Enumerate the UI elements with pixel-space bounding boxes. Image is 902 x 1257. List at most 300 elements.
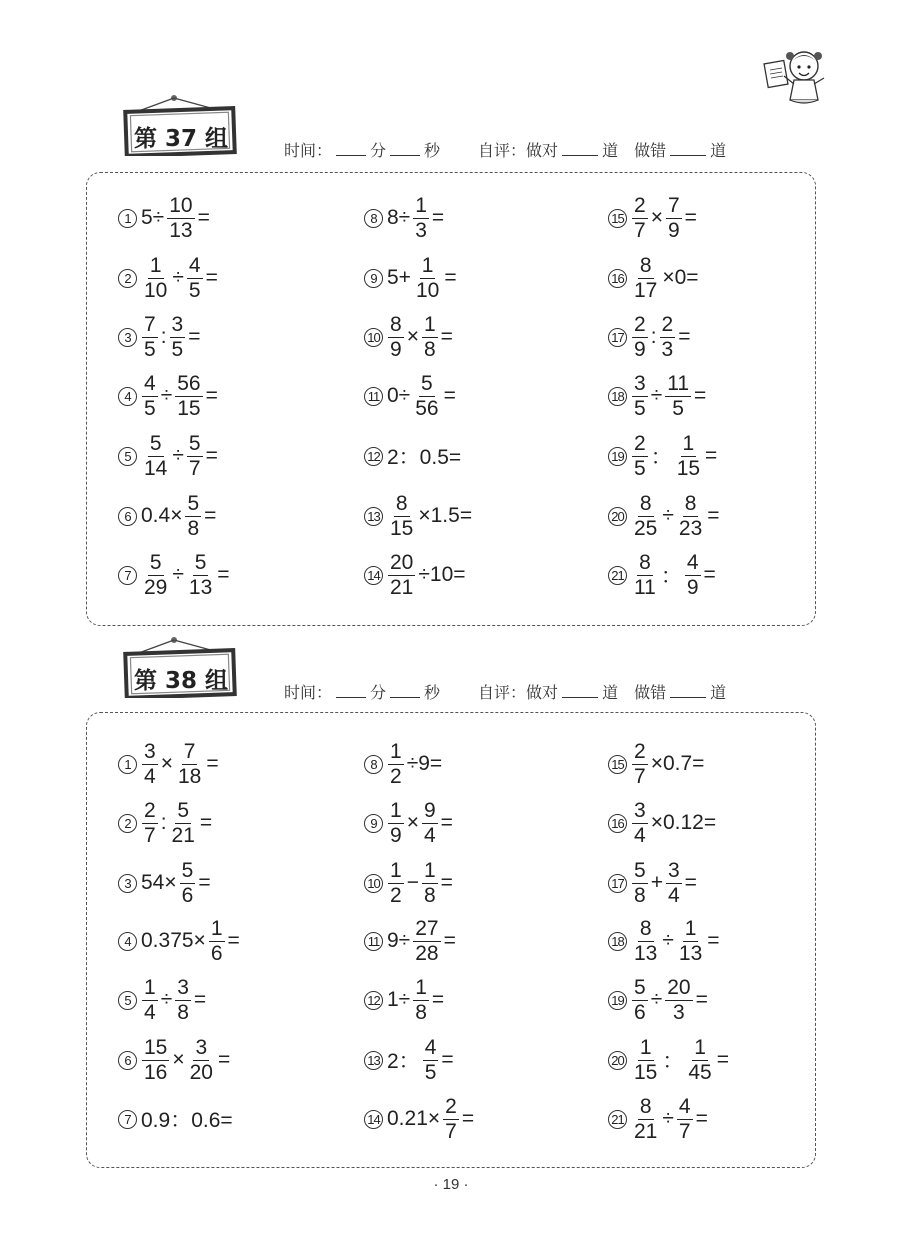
fraction [686,1036,713,1085]
problem-item [118,736,220,792]
numerator: 1 [390,798,402,822]
answer-blank[interactable] [390,683,420,698]
problem-item [364,972,445,1028]
answer-blank[interactable] [390,141,420,156]
fraction [167,194,194,243]
numerator: 7 [183,739,196,763]
wrong-unit-label: 道 [710,683,727,702]
fraction [632,194,648,243]
expression-text: 0.4× [141,504,183,527]
numerator: 8 [395,491,408,515]
answer-blank[interactable] [562,141,598,156]
numerator: 5 [177,798,190,822]
numerator: 1 [423,312,436,336]
denominator: 7 [445,1119,457,1143]
denominator: 45 [688,1060,712,1084]
numerator: 4 [678,1094,691,1118]
numerator: 5 [634,858,646,882]
expression-text: = [707,929,720,952]
self-eval-label: 自评：做对 [478,683,559,702]
fraction [180,859,196,908]
problem-number-circle: 11 [364,932,383,951]
problem-number-circle: 18 [608,932,627,951]
problem-item [364,250,458,306]
problem-number-circle: 21 [608,1110,627,1129]
minutes-label: 分 [370,683,387,702]
fraction [413,372,440,421]
numerator: 3 [171,312,184,336]
problem-item [364,1091,475,1147]
expression-text: = [695,988,708,1011]
problem-number-circle: 12 [364,447,383,466]
fraction [388,492,415,541]
denominator: 13 [634,941,658,965]
fraction [142,432,169,481]
fraction [142,551,169,600]
expression-text: 1÷ [387,988,411,1011]
expression-text: = [443,929,456,952]
numerator: 3 [144,739,156,763]
problem-item [364,190,445,246]
numerator: 1 [421,253,434,277]
fraction [187,254,203,303]
minutes-label: 分 [370,141,387,160]
time-label: 时间： [284,683,333,702]
expression-text: ÷ [662,504,674,527]
expression-text: ÷ [172,563,184,586]
fraction [187,551,214,600]
expression-text: = [443,384,456,407]
numerator: 11 [667,371,690,395]
problem-number-circle: 20 [608,507,627,526]
denominator: 8 [187,516,200,540]
numerator: 1 [390,739,402,763]
fraction [142,740,158,789]
fraction [677,1095,693,1144]
denominator: 4 [423,823,436,847]
expression-text: 5+ [387,266,411,289]
denominator: 9 [390,823,402,847]
numerator: 1 [639,1035,652,1059]
fraction [632,917,659,966]
numerator: 3 [634,798,646,822]
fraction [443,1095,459,1144]
numerator: 2 [661,312,674,336]
denominator: 20 [189,1060,213,1084]
fraction [632,432,648,481]
group-title: 第 37 组 [133,126,229,152]
denominator: 21 [171,823,195,847]
expression-text: ÷ [662,1107,674,1130]
problem-item [608,190,698,246]
fraction [632,254,659,303]
denominator: 25 [634,516,658,540]
expression-text: = [441,1048,454,1071]
problem-item [608,972,709,1028]
numerator: 8 [639,491,652,515]
self-eval-label: 自评：做对 [478,141,559,160]
expression-text: = [431,206,445,229]
denominator: 8 [415,1000,427,1024]
denominator: 4 [144,764,156,788]
numerator: 3 [195,1035,208,1059]
answer-blank[interactable] [562,683,598,698]
problem-item [608,547,717,603]
expression-text: ×1.5= [418,504,473,527]
expression-text: = [193,988,207,1011]
expression-text: = [205,266,218,289]
group-title: 第 38 组 [133,668,229,694]
problem-item [364,855,454,911]
problem-item [608,1091,709,1147]
denominator: 5 [188,278,201,302]
problem-number-circle: 14 [364,1110,383,1129]
problem-number-circle: 16 [608,269,627,288]
problem-item [608,309,691,365]
expression-text: 5÷ [141,206,165,229]
expression-text: = [705,444,718,467]
fraction [666,194,682,243]
numerator: 8 [639,916,652,940]
fraction [422,799,438,848]
fraction [388,551,415,600]
fraction [388,859,404,908]
expression-text: 0.9：0.6= [141,1109,233,1132]
expression-text: = [204,504,217,527]
expression-text: 2：0.5= [387,446,462,469]
problem-item [118,855,212,911]
denominator: 17 [634,278,658,302]
expression-text: = [188,325,201,348]
denominator: 5 [144,337,156,361]
expression-text: = [227,929,240,952]
denominator: 56 [415,396,439,420]
fraction [388,799,404,848]
denominator: 9 [667,218,680,242]
numerator: 27 [415,916,439,940]
expression-text: ÷ [650,988,663,1011]
fraction [185,492,201,541]
expression-text: ： [650,446,672,469]
denominator: 4 [144,1000,156,1024]
numerator: 1 [682,431,695,455]
numerator: 9 [423,798,436,822]
numerator: 1 [423,858,436,882]
numerator: 4 [144,371,156,395]
fraction [175,976,191,1025]
expression-text: ： [662,1050,684,1073]
expression-text: 0.21× [387,1107,441,1130]
fraction [685,551,701,600]
fraction [170,313,186,362]
fraction [422,859,438,908]
fraction [142,254,169,303]
expression-text: = [440,811,453,834]
expression-text: ×0.7= [650,752,705,775]
numerator: 1 [415,193,427,217]
seconds-label: 秒 [424,683,441,702]
denominator: 5 [424,1060,437,1084]
expression-text: × [160,752,173,775]
expression-text: = [199,811,213,834]
fraction [142,313,158,362]
expression-text: ÷ [662,929,674,952]
denominator: 4 [634,823,646,847]
problem-item [364,309,454,365]
expression-text: 0.375× [141,929,206,952]
fraction [422,313,438,362]
denominator: 3 [661,337,674,361]
expression-text: + [650,871,663,894]
problem-number-circle: 2 [118,269,137,288]
fraction [142,372,158,421]
numerator: 5 [187,491,200,515]
problem-item [364,795,454,851]
problem-item [364,913,457,969]
numerator: 1 [684,916,697,940]
expression-text: ÷9= [406,752,443,775]
numerator: 1 [390,858,402,882]
wrong-label: 做错 [634,141,667,160]
denominator: 3 [415,218,427,242]
problem-number-circle: 17 [608,328,627,347]
fraction [209,917,225,966]
denominator: 10 [415,278,440,302]
problem-item [364,736,443,792]
numerator: 8 [639,253,652,277]
time-label: 时间： [284,141,333,160]
numerator: 4 [188,253,201,277]
wrong-label: 做错 [634,683,667,702]
problem-item [118,972,207,1028]
denominator: 11 [634,575,656,599]
fraction [675,432,702,481]
denominator: 8 [634,883,646,907]
numerator: 2 [634,739,646,763]
expression-text: 2： [387,1050,420,1073]
fraction [632,492,659,541]
expression-text: : [650,325,657,348]
problem-item [608,795,717,851]
problem-number-circle: 13 [364,1051,383,1070]
expression-text: 8÷ [387,206,411,229]
fraction [413,917,440,966]
expression-text: = [716,1048,729,1071]
fraction [632,740,648,789]
fraction [176,740,203,789]
problem-item [608,488,721,544]
problem-number-circle: 7 [118,1110,137,1129]
denominator: 7 [634,218,646,242]
denominator: 21 [634,1119,658,1143]
problem-item [608,855,698,911]
denominator: 15 [177,396,201,420]
fraction [677,917,704,966]
answer-blank[interactable] [336,141,366,156]
problem-item [118,190,211,246]
numerator: 3 [177,975,189,999]
fraction [413,194,429,243]
numerator: 1 [149,253,162,277]
problem-number-circle: 6 [118,1051,137,1070]
fraction [188,1036,215,1085]
denominator: 7 [678,1119,691,1143]
problem-number-circle: 8 [364,209,383,228]
fraction [187,432,203,481]
denominator: 8 [423,883,436,907]
numerator: 1 [694,1035,706,1059]
problem-number-circle: 12 [364,991,383,1010]
numerator: 2 [634,193,646,217]
expression-text: 9÷ [387,929,411,952]
problem-number-circle: 3 [118,874,137,893]
fraction [423,1036,439,1085]
problem-number-circle: 15 [608,755,627,774]
expression-text: = [684,871,697,894]
denominator: 15 [390,516,414,540]
problem-number-circle: 3 [118,328,137,347]
problem-number-circle: 19 [608,447,627,466]
fraction [388,740,404,789]
problem-item [118,488,217,544]
problem-item [608,913,721,969]
expression-text: = [678,325,691,348]
denominator: 2 [390,883,402,907]
expression-text: = [198,871,211,894]
problem-number-circle: 16 [608,814,627,833]
denominator: 8 [177,1000,189,1024]
expression-text: = [440,325,453,348]
problem-number-circle: 4 [118,387,137,406]
numerator: 4 [686,550,699,574]
denominator: 6 [210,941,223,965]
fraction [414,254,441,303]
expression-text: × [650,206,663,229]
denominator: 18 [177,764,202,788]
fraction [677,492,704,541]
problem-item [608,736,705,792]
problem-number-circle: 20 [608,1051,627,1070]
denominator: 9 [686,575,699,599]
problem-item [118,368,219,424]
denominator: 2 [390,764,402,788]
problem-number-circle: 10 [364,328,383,347]
numerator: 5 [149,550,162,574]
problem-item [608,250,700,306]
denominator: 9 [634,337,646,361]
numerator: 7 [144,312,156,336]
numerator: 15 [144,1035,168,1059]
answer-blank[interactable] [336,683,366,698]
denominator: 13 [678,941,703,965]
expression-text: ×0= [662,266,699,289]
denominator: 5 [634,396,646,420]
numerator: 5 [634,975,646,999]
expression-text: = [440,871,453,894]
numerator: 5 [188,431,201,455]
denominator: 15 [634,1060,658,1084]
numerator: 5 [421,371,433,395]
denominator: 6 [634,1000,646,1024]
expression-text: = [695,1107,708,1130]
expression-text: − [406,871,419,894]
problem-item [118,309,201,365]
numerator: 20 [667,975,691,999]
denominator: 6 [181,883,194,907]
seconds-label: 秒 [424,141,441,160]
numerator: 2 [634,431,646,455]
problem-number-circle: 6 [118,507,137,526]
problem-item [118,1091,234,1147]
fraction [665,372,691,421]
numerator: 8 [639,1094,652,1118]
denominator: 7 [188,456,201,480]
fraction [388,313,404,362]
problem-item [364,488,473,544]
problem-item [364,547,467,603]
problem-number-circle: 13 [364,507,383,526]
denominator: 9 [390,337,402,361]
problem-item [364,368,457,424]
problem-item [118,250,219,306]
fraction [666,859,682,908]
expression-text: = [217,1048,231,1071]
numerator: 1 [210,916,223,940]
expression-text: = [197,206,210,229]
problem-number-circle: 18 [608,387,627,406]
problem-number-circle: 2 [118,814,137,833]
denominator: 28 [415,941,439,965]
problem-item [118,913,241,969]
denominator: 14 [144,456,168,480]
denominator: 15 [676,456,701,480]
problem-number-circle: 21 [608,566,627,585]
denominator: 13 [188,575,213,599]
page-number: · 19 · [433,1176,469,1193]
problem-item [118,1032,231,1088]
denominator: 7 [144,823,156,847]
denominator: 16 [144,1060,168,1084]
fraction [632,1036,659,1085]
numerator: 8 [390,312,402,336]
problem-number-circle: 17 [608,874,627,893]
denominator: 29 [144,575,168,599]
group-title-sign [122,636,240,698]
expression-text: = [707,504,720,527]
problem-number-circle: 10 [364,874,383,893]
answer-blank[interactable] [670,683,706,698]
denominator: 7 [634,764,646,788]
expression-text: × [172,1048,185,1071]
correct-unit-label: 道 [602,141,619,160]
fraction [142,799,158,848]
problem-item [118,428,219,484]
expression-text: : [160,811,167,834]
problem-item [118,547,231,603]
self-evaluation-line [284,138,726,161]
expression-text: = [694,384,707,407]
denominator: 10 [144,278,168,302]
denominator: 5 [171,337,184,361]
expression-text: = [205,444,218,467]
answer-blank[interactable] [670,141,706,156]
fraction [170,799,197,848]
fraction [142,1036,169,1085]
problem-number-circle: 9 [364,814,383,833]
problem-number-circle: 15 [608,209,627,228]
numerator: 3 [634,371,646,395]
problem-item [608,368,707,424]
